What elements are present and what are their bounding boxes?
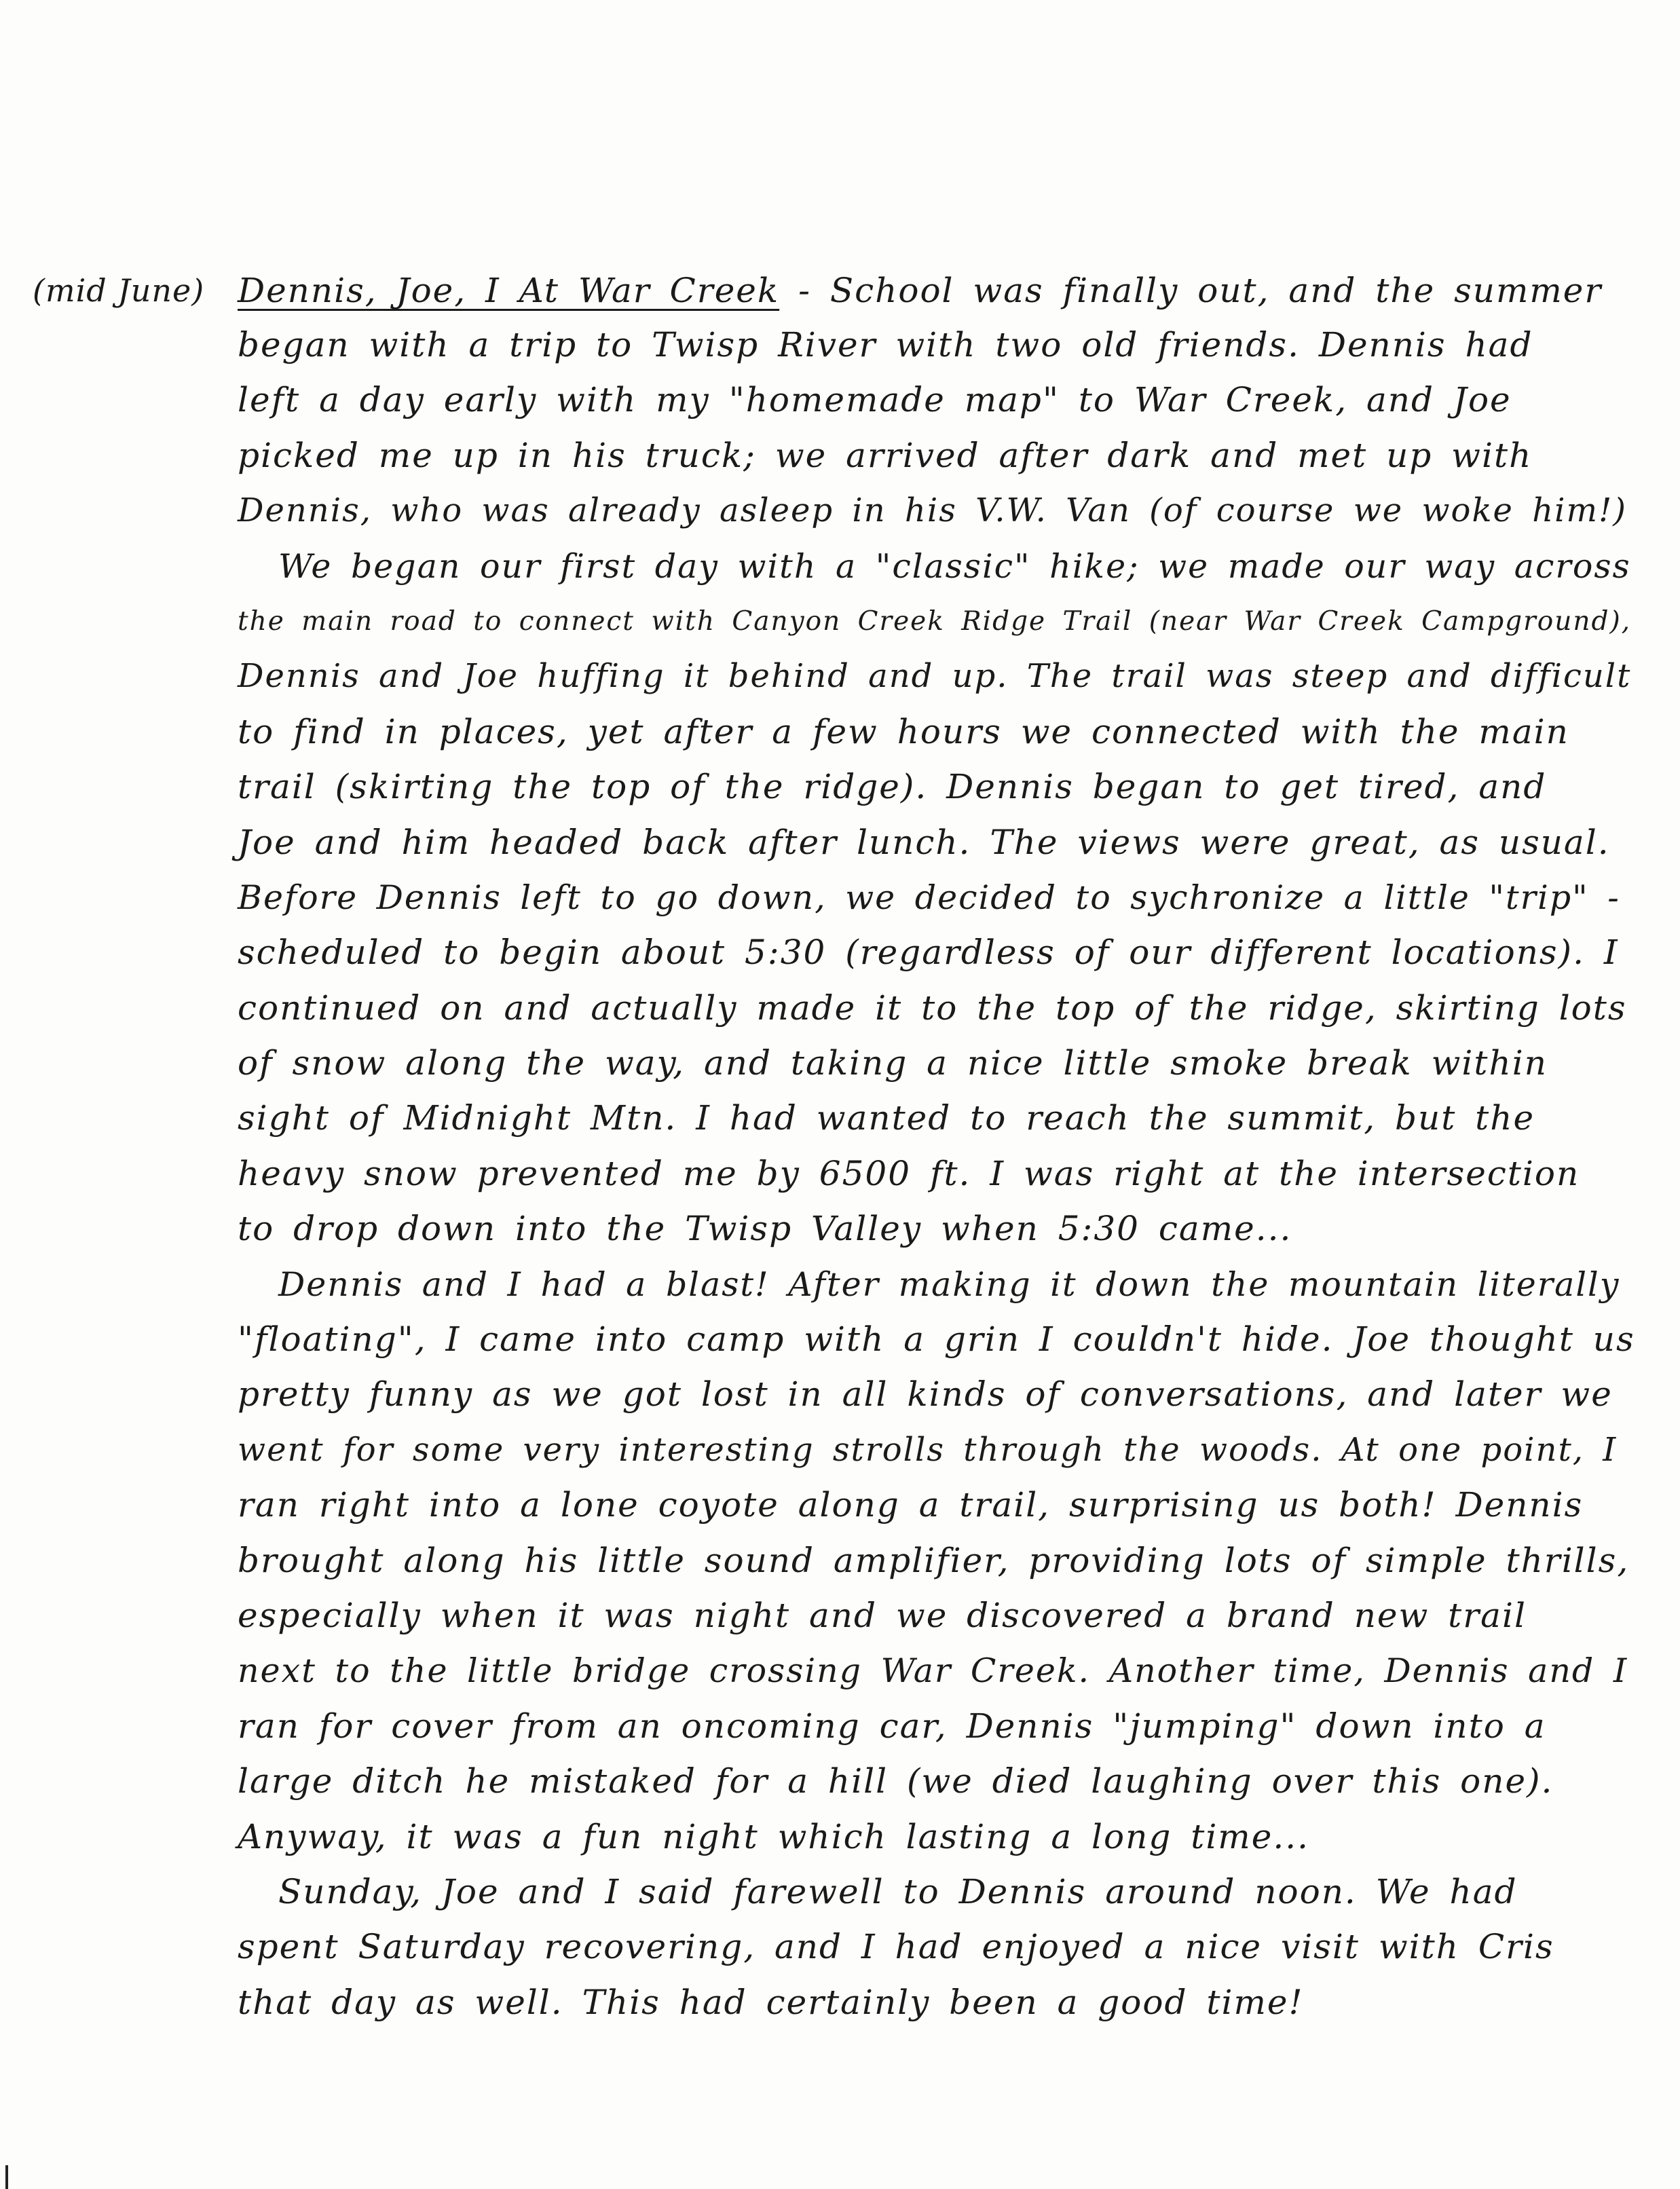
journal-line: especially when it was night and we discovered a brand new trail [238,1595,1527,1635]
journal-line: began with a trip to Twisp River with two old friends. Dennis had [238,325,1533,364]
journal-line: Sunday, Joe and I said farewell to Dennis around noon. We had [278,1871,1518,1911]
journal-line: brought along his little sound amplifier, providing lots of simple thrills, [238,1540,1630,1580]
journal-line: large ditch he mistaked for a hill (we died laughing over this one). [238,1761,1554,1801]
journal-line: to find in places, yet after a few hours we connected with the main [238,711,1569,751]
journal-line: to drop down into the Twisp Valley when 5:30 came... [238,1209,1292,1249]
journal-line: continued on and actually made it to the top of the ridge, skirting lots [238,988,1627,1028]
journal-line: "floating", I came into camp with a grin I couldn't hide. Joe thought us [238,1320,1635,1360]
journal-line: left a day early with my "homemade map" to War Creek, and Joe [238,380,1512,420]
journal-line: of snow along the way, and taking a nice little smoke break within [238,1043,1548,1083]
date-note: (mid June) [33,272,205,309]
journal-line: spent Saturday recovering, and I had enjoyed a nice visit with Cris [238,1927,1554,1967]
journal-line: pretty funny as we got lost in all kinds of conversations, and later we [238,1374,1613,1415]
journal-line: sight of Midnight Mtn. I had wanted to reach the summit, but the [238,1098,1535,1138]
journal-line: went for some very interesting strolls through the woods. At one point, I [238,1430,1618,1469]
journal-line: We began our first day with a "classic" hike; we made our way across [278,546,1631,586]
first-line-text: - School was finally out, and the summer [779,271,1603,310]
journal-line: Joe and him headed back after lunch. The views were great, as usual. [238,822,1610,862]
journal-line-first [238,263,1636,318]
journal-text [238,263,1636,2030]
journal-line: ran for cover from an oncoming car, Dennis "jumping" down into a [238,1706,1546,1746]
journal-line: Anyway, it was a fun night which lasting a long time... [238,1816,1309,1856]
margin-mark [5,2165,8,2189]
journal-line: Before Dennis left to go down, we decided to sychronize a little "trip" - [238,878,1620,917]
journal-line: Dennis and Joe huffing it behind and up. The trail was steep and difficult [238,657,1632,696]
journal-line: Dennis, who was already asleep in his V.W. Van (of course we woke him!) [238,491,1627,530]
journal-line: that day as well. This had certainly been a good time! [238,1982,1304,2022]
journal-line: ran right into a lone coyote along a trail, surprising us both! Dennis [238,1485,1584,1525]
entry-title: Dennis, Joe, I At War Creek [238,271,780,310]
journal-line: picked me up in his truck; we arrived after dark and met up with [238,435,1533,475]
journal-line: the main road to connect with Canyon Creek Ridge Trail (near War Creek Campground), [238,605,1632,637]
journal-line: Dennis and I had a blast! After making it down the mountain literally [278,1265,1620,1304]
journal-line: heavy snow prevented me by 6500 ft. I was right at the intersection [238,1153,1580,1193]
journal-line: scheduled to begin about 5:30 (regardless of our different locations). I [238,933,1619,973]
journal-line: trail (skirting the top of the ridge). Dennis began to get tired, and [238,767,1547,807]
journal-line: next to the little bridge crossing War Creek. Another time, Dennis and I [238,1651,1628,1691]
